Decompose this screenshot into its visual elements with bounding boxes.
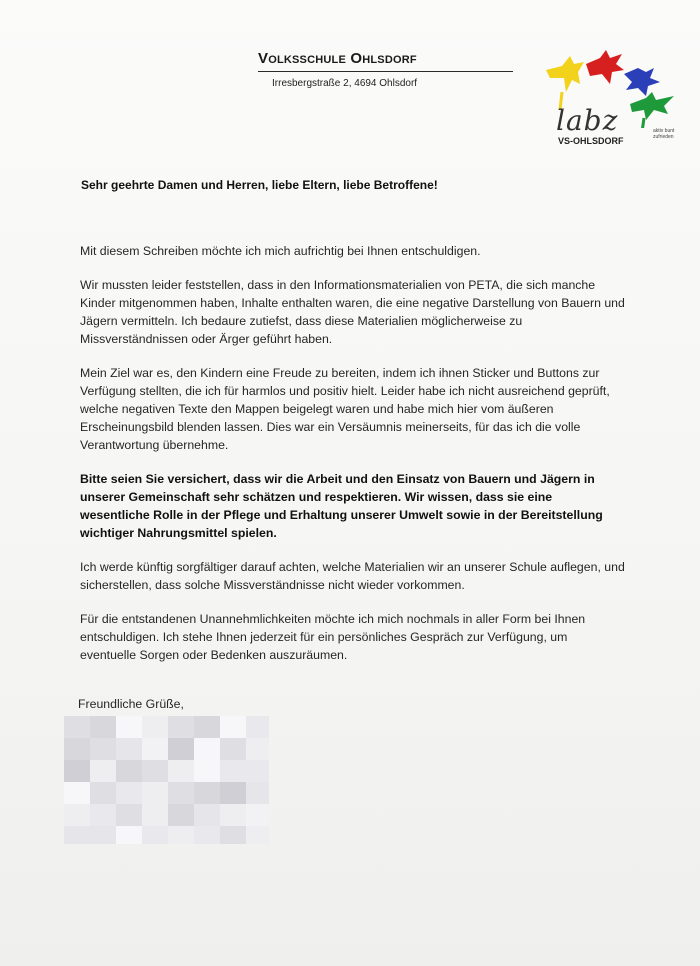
paragraph: Wir mussten leider feststellen, dass in den Informationsmaterialien von PETA, die sich manche Kinder mitgenommen haben, Inhalte enthalten waren, die eine negative Darstellung von Bauern und Jägern vermitteln. Ich bedaure zutiefst, dass diese Materialien möglicherweise zu Missverständnissen oder Ärger geführt haben. <box>80 278 625 346</box>
signature-tile <box>116 716 142 738</box>
signature-tile <box>220 738 246 760</box>
signature-tile <box>168 782 194 804</box>
signature-tile <box>246 760 269 782</box>
signature-tile <box>194 826 220 844</box>
signature-tile <box>168 804 194 826</box>
signature-tile <box>220 716 246 738</box>
signature-tile <box>246 826 269 844</box>
signature-tile <box>194 716 220 738</box>
signature-tile <box>142 826 168 844</box>
signature-tile <box>168 738 194 760</box>
signature-tile <box>64 760 90 782</box>
signature-tile <box>90 804 116 826</box>
signature-tile <box>90 782 116 804</box>
signature-tile <box>220 804 246 826</box>
signature-tile <box>90 760 116 782</box>
paragraph: Mein Ziel war es, den Kindern eine Freude zu bereiten, indem ich ihnen Sticker und Buttons zur Verfügung stellten, die ich für harmlos und positiv hielt. Leider habe ich nicht ausreichend geprüft, welche negativen Texte den Mappen beigelegt waren und habe mich hier vom äußeren Erscheinungsbild blenden lassen. Dies war ein Versäumnis meinerseits, für das ich die volle Verantwortung übernehme. <box>80 366 610 452</box>
logo-wordmark: labz <box>556 104 619 137</box>
logo-school-tag: VS-OHLSDORF <box>558 136 624 146</box>
signature-tile <box>142 782 168 804</box>
signature-tile <box>168 716 194 738</box>
paragraph: Mit diesem Schreiben möchte ich mich aufrichtig bei Ihnen entschuldigen. <box>80 244 481 258</box>
school-name: Volksschule Ohlsdorf <box>258 50 513 72</box>
signature-tile <box>64 826 90 844</box>
signature-tile <box>116 782 142 804</box>
signature-tile <box>246 738 269 760</box>
salutation: Sehr geehrte Damen und Herren, liebe Eltern, liebe Betroffene! <box>81 178 438 192</box>
school-logo <box>540 48 690 173</box>
signature-tile <box>168 826 194 844</box>
school-address: Irresbergstraße 2, 4694 Ohlsdorf <box>272 78 418 89</box>
paragraph: Für die entstandenen Unannehmlichkeiten möchte ich mich nochmals in aller Form bei Ihnen entschuldigen. Ich stehe Ihnen jederzeit für ein persönliches Gespräch zur Verfügung, um eventuelle Sorgen oder Bedenken auszuräumen. <box>80 612 586 662</box>
signature-tile <box>116 738 142 760</box>
signature-tile <box>194 804 220 826</box>
letterhead <box>258 50 513 89</box>
signature-tile <box>246 782 269 804</box>
signature-tile <box>220 826 246 844</box>
signature-tile <box>64 716 90 738</box>
signature-tile <box>142 716 168 738</box>
signature-tile <box>116 760 142 782</box>
signature-tile <box>90 716 116 738</box>
signature-tile <box>194 760 220 782</box>
signature-tile <box>246 716 269 738</box>
signature-tile <box>64 804 90 826</box>
signature-tile <box>64 738 90 760</box>
signature-tile <box>220 760 246 782</box>
paragraph-emphasis: Bitte seien Sie versichert, dass wir die Arbeit und den Einsatz von Bauern und Jägern in unserer Gemeinschaft sehr schätzen und respektieren. Wir wissen, dass sie eine wesentliche Rolle in der Pflege und Erhaltung unserer Umwelt sowie in der Bereitstellung wichtiger Nahrungsmittel spielen. <box>80 472 603 540</box>
signature-tile <box>142 760 168 782</box>
signature-tile <box>168 760 194 782</box>
letter-body <box>80 242 625 680</box>
signature-tile <box>116 826 142 844</box>
signature-tile <box>90 826 116 844</box>
signature-tile <box>142 804 168 826</box>
closing-greeting: Freundliche Grüße, <box>78 697 184 711</box>
signature-tile <box>116 804 142 826</box>
pixelated-signature <box>64 716 269 844</box>
signature-tile <box>90 738 116 760</box>
signature-tile <box>64 782 90 804</box>
signature-tile <box>246 804 269 826</box>
signature-tile <box>142 738 168 760</box>
signature-tile <box>220 782 246 804</box>
signature-tile <box>194 738 220 760</box>
signature-tile <box>194 782 220 804</box>
paragraph: Ich werde künftig sorgfältiger darauf achten, welche Materialien wir an unserer Schule auflegen, und sicherstellen, dass solche Missverständnisse nicht wieder vorkommen. <box>80 560 625 592</box>
logo-tagline: aktiv bunt zufrieden <box>653 128 675 140</box>
